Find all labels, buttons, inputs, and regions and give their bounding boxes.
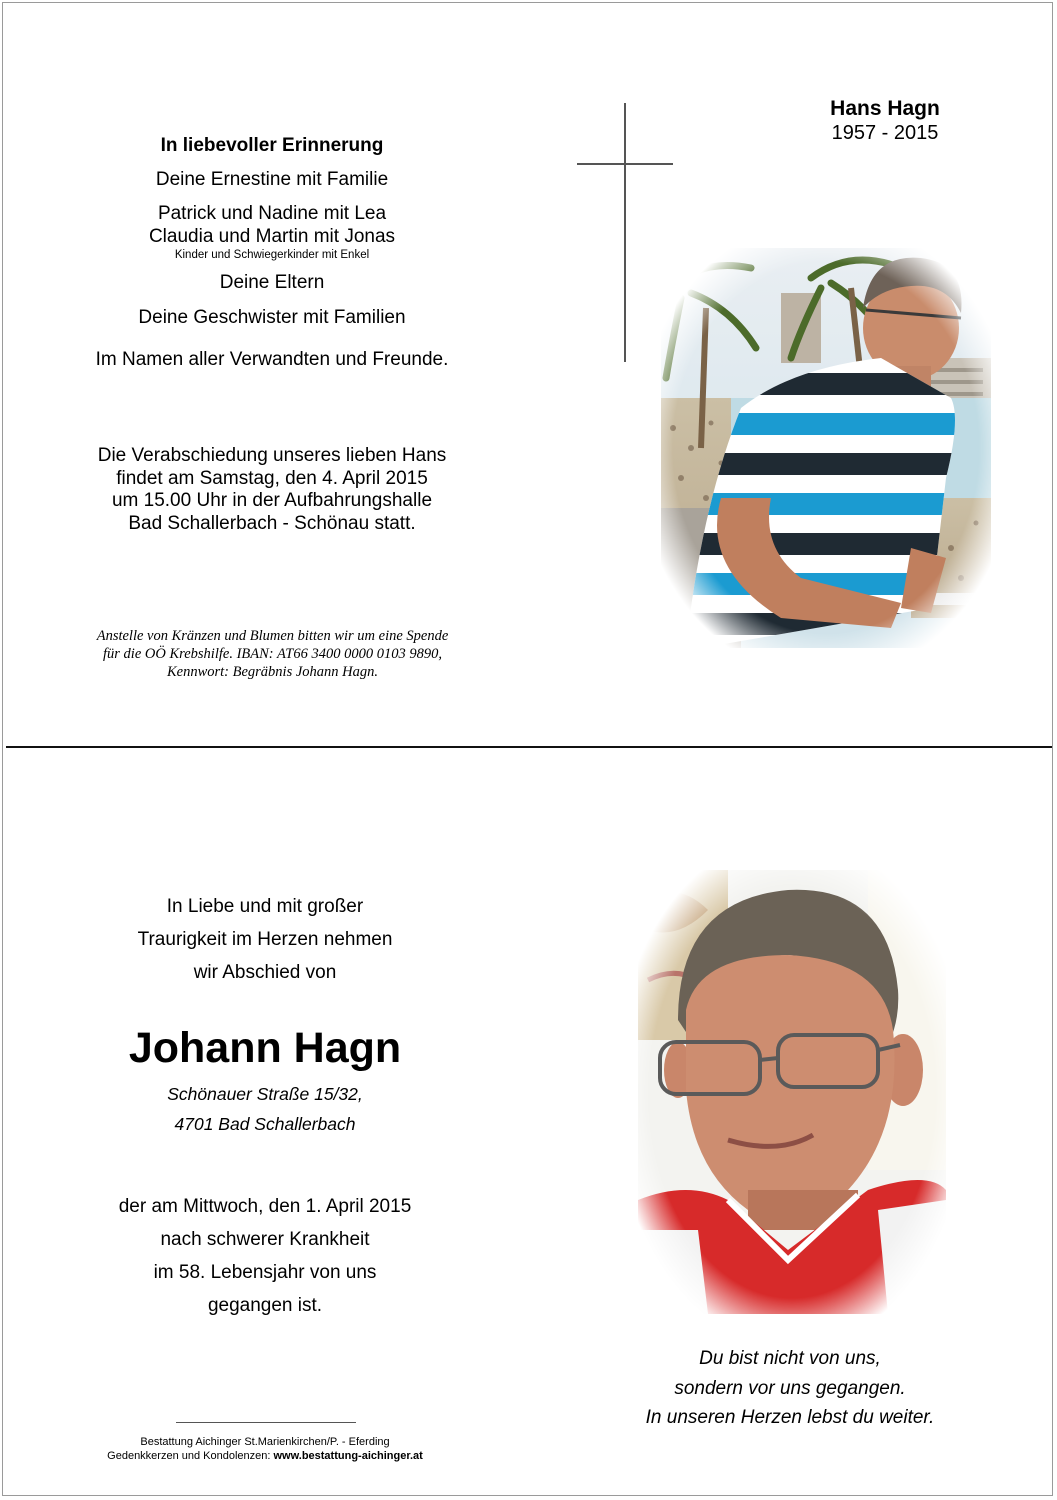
footer-condolence-line [60, 1449, 470, 1463]
death-info [55, 1190, 475, 1322]
quote-line: sondern vor uns gegangen. [674, 1377, 906, 1399]
fold-divider [6, 746, 1052, 748]
mourner-line: Im Namen aller Verwandten und Freunde. [95, 349, 449, 370]
footer-rule [176, 1422, 356, 1423]
memory-block [52, 135, 492, 371]
farewell-line: findet am Samstag, den 4. April 2015 [116, 467, 428, 489]
quote-line: In unseren Herzen lebst du weiter. [645, 1407, 935, 1428]
quote [600, 1344, 980, 1433]
address-block [55, 1079, 475, 1139]
death-info-line: der am Mittwoch, den 1. April 2015 [118, 1196, 412, 1217]
deceased-name: Johann Hagn [128, 1024, 402, 1072]
donation-line: Anstelle von Kränzen und Blumen bitten wir um eine Spende [96, 628, 449, 644]
name-header [790, 96, 980, 145]
mourner-line: Deine Ernestine mit Familie [155, 169, 389, 190]
intro-line: In Liebe und mit großer [166, 896, 364, 917]
farewell-line: um 15.00 Uhr in der Aufbahrungshalle [111, 490, 433, 511]
death-info-line: nach schwerer Krankheit [160, 1229, 370, 1250]
death-info-line: im 58. Lebensjahr von uns [153, 1262, 377, 1283]
death-info-line: gegangen ist. [207, 1295, 323, 1316]
mourner-note: Kinder und Schwiegerkinder mit Enkel [174, 249, 370, 261]
address-line: Schönauer Straße 15/32, [167, 1084, 363, 1104]
intro-text [55, 890, 475, 989]
mourner-line: Claudia und Martin mit Jonas [148, 226, 396, 247]
footer [60, 1435, 470, 1463]
footer-prefix: Gedenkkerzen und Kondolenzen: [107, 1450, 274, 1462]
photo-portrait [638, 870, 946, 1314]
intro-line: Traurigkeit im Herzen nehmen [137, 929, 393, 950]
footer-undertaker: Bestattung Aichinger St.Marienkirchen/P. - Eferding [140, 1436, 390, 1448]
quote-line: Du bist nicht von uns, [699, 1348, 881, 1369]
intro-line: wir Abschied von [193, 962, 337, 983]
name-title: Hans Hagn [830, 97, 940, 120]
life-years: 1957 - 2015 [831, 122, 939, 144]
address-line: 4701 Bad Schallerbach [174, 1114, 356, 1134]
cross-icon [624, 103, 626, 362]
cross-icon-bar [577, 163, 673, 165]
farewell-line: Die Verabschiedung unseres lieben Hans [97, 445, 447, 466]
donation-line: für die OÖ Krebshilfe. IBAN: AT66 3400 0000 0103 9890, [103, 646, 442, 662]
mourner-line: Deine Eltern [219, 272, 325, 293]
footer-website-link[interactable]: www.bestattung-aichinger.at [273, 1450, 423, 1462]
donation-line: Kennwort: Begräbnis Johann Hagn. [166, 664, 379, 680]
memory-heading: In liebevoller Erinnerung [160, 135, 384, 156]
donation-note [40, 627, 505, 681]
mourner-line: Deine Geschwister mit Familien [138, 307, 406, 328]
photo-beach-portrait [661, 248, 991, 648]
farewell-notice [52, 445, 492, 535]
farewell-line: Bad Schallerbach - Schönau statt. [128, 512, 416, 534]
mourner-line: Patrick und Nadine mit Lea [157, 203, 387, 224]
